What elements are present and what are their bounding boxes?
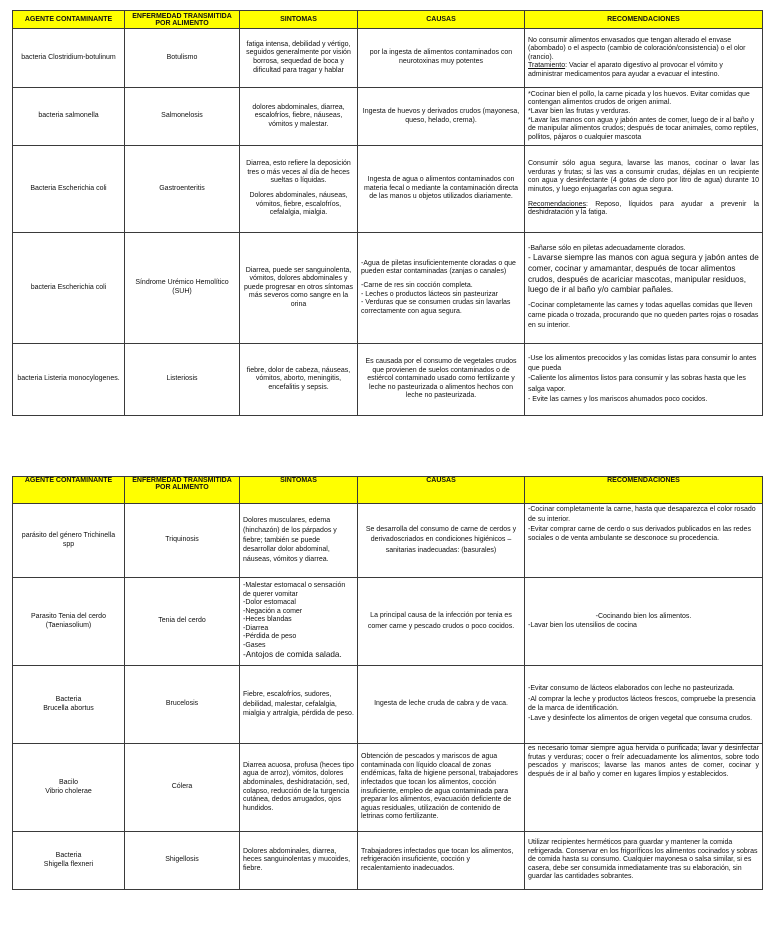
- recommendations-cell: [525, 29, 763, 88]
- recommendations-cell: [525, 504, 763, 578]
- agent-cell: [13, 666, 125, 744]
- recommendations-cell: [525, 344, 763, 416]
- symptoms-text: -Dolor estomacal: [243, 599, 296, 607]
- disease-cell: Cólera: [125, 744, 240, 832]
- table-row: [13, 832, 763, 890]
- symptoms-cell: Diarrea, puede ser sanguinolenta, vómitos, dolores abdominales y puede progresar en otros síntomas más severos como sangre en la orina: [240, 233, 358, 344]
- header-causes: CAUSAS: [358, 11, 525, 29]
- disease-cell: Gastroenteritis: [125, 146, 240, 233]
- causes-cell: Se desarrolla del consumo de carne de cerdos y derivadoscriados en condiciones higiénicos – sanitarias inadecuadas: (basurales): [358, 504, 525, 578]
- recommendation-text: -Cocinando bien los alimentos.: [595, 612, 692, 620]
- causes-cell: Ingesta de agua o alimentos contaminados con materia fecal o mediante la contaminación directa de las manos u objetos utilizados diariamente.: [358, 146, 525, 233]
- symptoms-cell: fiebre, dolor de cabeza, náuseas, vómitos, aborto, meningitis, encefalitis y sepsis.: [240, 344, 358, 416]
- causes-text: - Verduras que se consumen crudas sin lavarlas correctamente con agua segura.: [361, 299, 511, 315]
- agent-cell: bacteria Listeria monocylogenes.: [13, 344, 125, 416]
- header-symptoms: SINTOMAS: [240, 11, 358, 29]
- symptoms-cell: Fiebre, escalofríos, sudores, debilidad, malestar, cefalalgia, mialgia y artralgia, pérdida de peso.: [240, 666, 358, 744]
- recommendations-cell: [525, 666, 763, 744]
- agent-text: Vibrio cholerae: [45, 787, 92, 795]
- recommendation-text: *Cocinar bien el pollo, la carne picada y los huevos. Evitar comidas que contengan alimentos crudos de origen animal.: [528, 90, 750, 107]
- recommendation-text: -Evitar consumo de lácteos elaborados con leche no pasteurizada.: [528, 685, 735, 693]
- disease-cell: Listeriosis: [125, 344, 240, 416]
- symptoms-cell: Dolores abdominales, diarrea, heces sanguinolentas y mucoides, fiebre.: [240, 832, 358, 890]
- recommendation-text: -Al comprar la leche y productos lácteos frescos, compruebe la presencia de la marca de identificación.: [528, 695, 756, 712]
- header-disease: ENFERMEDAD TRANSMITIDA POR ALIMENTO: [125, 477, 240, 504]
- agent-text: Bacilo: [58, 778, 79, 786]
- recommendations-cell: [525, 146, 763, 233]
- table-row: [13, 344, 763, 416]
- causes-cell: Obtención de pescados y mariscos de agua contaminada con líquido cloacal de zonas endémicas, falta de higiene personal, trabajadores infectados que tocan los alimentos, cocción insuficiente, empleo de agua contaminada para preparar los alimentos, evacuación deficiente de aguas residuales, utilización de contenido de letrinas como fertilizante.: [358, 744, 525, 832]
- header-causes: CAUSAS: [358, 477, 525, 504]
- recommendations-cell: Utilizar recipientes herméticos para guardar y mantener la comida refrigerada. Conservar en los frigoríficos los alimentos cocinados y sobras de comida hasta su consumo. Cualquier mayonesa o salsa similar, si es casera, debe ser consumida inmediatamente tras su elaboración, sin guardar las cantidades sobrantes.: [525, 832, 763, 890]
- causes-text: - Leches o productos lácteos sin pasteurizar: [361, 290, 498, 298]
- symptoms-cell: fatiga intensa, debilidad y vértigo, seguidos generalmente por visión borrosa, sequedad de boca y dificultad para tragar y hablar: [240, 29, 358, 88]
- agent-text: Shigella flexneri: [43, 860, 94, 868]
- recommendation-text: No consumir alimentos envasados que tengan alterado el envase (abombado) o el aspecto (cambio de coloración/consistencia) o el olor (rancio).: [528, 36, 746, 61]
- agent-text: Bacteria: [55, 695, 82, 703]
- symptoms-text: -Antojos de comida salada.: [243, 650, 342, 660]
- recommendations-cell: [525, 88, 763, 146]
- recommendation-text: *Lavar las manos con agua y jabón antes de comer, luego de ir al baño y de manipular alimentos crudos; después de tocar animales, como reptiles, pollitos, pájaros o cualquier mascota: [528, 116, 759, 141]
- header-recommendations: RECOMENDACIONES: [525, 11, 763, 29]
- recommendation-text: - Lavarse siempre las manos con agua segura y jabón antes de comer, cocinar y amamantar, después de tocar alimentos crudos, después de acariciar mascotas, manipular residuos, luego de ir al baño y/o cambiar pañales.: [528, 253, 759, 295]
- symptoms-text: -Malestar estomacal o sensación de querer vomitar: [243, 582, 346, 598]
- causes-cell: [358, 233, 525, 344]
- header-recommendations: RECOMENDACIONES: [525, 477, 763, 504]
- table-row: [13, 666, 763, 744]
- causes-text: -Carne de res sin cocción completa.: [361, 281, 473, 289]
- agent-cell: bacteria Clostridium-botulinum: [13, 29, 125, 88]
- recommendation-text: -Lave y desinfecte los alimentos de origen vegetal que consuma crudos.: [528, 715, 753, 723]
- table-row: [13, 744, 763, 832]
- table-row: [13, 504, 763, 578]
- recommendations-cell: [525, 578, 763, 666]
- symptoms-cell: [240, 146, 358, 233]
- food-disease-table-1: [12, 10, 763, 416]
- table-header-row: [13, 477, 763, 504]
- causes-cell: La principal causa de la infección por tenia es comer carne y pescado crudos o poco cocidos.: [358, 578, 525, 666]
- agent-cell: bacteria salmonella: [13, 88, 125, 146]
- causes-cell: Trabajadores infectados que tocan los alimentos, refrigeración insuficiente, cocción y recalentamiento inadecuados.: [358, 832, 525, 890]
- recommendation-text: -Cocinar completamente las carnes y todas aquellas comidas que lleven carne picada o trozada, procurando que no queden partes rojas o rosadas en su interior.: [528, 301, 759, 330]
- agent-cell: [13, 744, 125, 832]
- recommendation-text: Consumir sólo agua segura, lavarse las manos, cocinar o lavar las verduras y frutas; si las vas a consumir crudas, déjalas en un recipiente con agua y desinfectante (4 gotas de cloro por litro de agua) durante 10 minutos, y luego enjuagarlas con agua segura.: [528, 160, 759, 193]
- disease-cell: Síndrome Urémico Hemolítico (SUH): [125, 233, 240, 344]
- agent-cell: Bacteria Escherichia coli: [13, 146, 125, 233]
- causes-cell: por la ingesta de alimentos contaminados con neurotoxinas muy potentes: [358, 29, 525, 88]
- recommendation-text: -Evitar comprar carne de cerdo o sus derivados publicados en las redes sociales o de venta ambulante se desconoce su procedencia.: [528, 525, 751, 543]
- causes-text: -Agua de piletas insuficientemente cloradas o que pueden estar contaminadas (zanjas o canales): [361, 259, 516, 276]
- treatment-label: Tratamiento: [528, 62, 566, 70]
- recommendation-text: -Lavar bien los utensilios de cocina: [528, 621, 637, 629]
- table-row: [13, 146, 763, 233]
- causes-cell: Ingesta de leche cruda de cabra y de vaca.: [358, 666, 525, 744]
- header-agent: AGENTE CONTAMINANTE: [13, 11, 125, 29]
- disease-cell: Tenia del cerdo: [125, 578, 240, 666]
- disease-cell: Salmonelosis: [125, 88, 240, 146]
- agent-cell: bacteria Escherichia coli: [13, 233, 125, 344]
- causes-cell: Ingesta de huevos y derivados crudos (mayonesa, queso, helado, crema).: [358, 88, 525, 146]
- table-row: [13, 88, 763, 146]
- recommendations-cell: [525, 233, 763, 344]
- header-agent: AGENTE CONTAMINANTE: [13, 477, 125, 504]
- agent-cell: [13, 832, 125, 890]
- table-row: [13, 233, 763, 344]
- symptoms-cell: dolores abdominales, diarrea, escalofríos, fiebre, náuseas, vómitos y malestar.: [240, 88, 358, 146]
- recommendation-text: - Evite las carnes y los mariscos ahumados poco cocidos.: [528, 395, 708, 403]
- disease-cell: Brucelosis: [125, 666, 240, 744]
- table-header-row: [13, 11, 763, 29]
- symptoms-text: -Diarrea: [243, 624, 269, 632]
- recommendation-text: -Caliente los alimentos listos para consumir y las sobras hasta que les salga vapor.: [528, 375, 746, 393]
- disease-cell: Triquinosis: [125, 504, 240, 578]
- symptoms-text: Diarrea, esto refiere la deposición tres o más veces al día de heces sueltas o líquidas.: [246, 160, 351, 185]
- agent-cell: parásito del género Trichinella spp: [13, 504, 125, 578]
- header-symptoms: SINTOMAS: [240, 477, 358, 504]
- symptoms-cell: Dolores musculares, edema (hinchazón) de los párpados y fiebre; también se puede desarrollar dolor abdominal, náuseas, vómitos y diarrea.: [240, 504, 358, 578]
- food-disease-table-2: [12, 476, 763, 890]
- agent-text: Brucella abortus: [43, 704, 94, 712]
- symptoms-text: -Heces blandas: [243, 616, 292, 624]
- header-disease: ENFERMEDAD TRANSMITIDA POR ALIMENTO: [125, 11, 240, 29]
- agent-text: Bacteria: [55, 851, 82, 859]
- table-row: [13, 578, 763, 666]
- agent-cell: Parasito Tenia del cerdo (Taeniasolium): [13, 578, 125, 666]
- symptoms-text: -Negación a comer: [243, 607, 303, 615]
- recommendation-text: -Use los alimentos precocidos y las comidas listas para consumir lo antes que pueda: [528, 355, 757, 373]
- recommendation-text: : Reposo, líquidos para ayudar a prevenir la deshidratación y la fatiga.: [528, 200, 759, 217]
- recommendation-text: -Cocinar completamente la carne, hasta que desaparezca el color rosado de su interior.: [528, 506, 756, 523]
- symptoms-text: Dolores abdominales, náuseas, vómitos, fiebre, escalofríos, cefalalgia, mialgia.: [249, 192, 348, 217]
- symptoms-cell: [240, 578, 358, 666]
- recommendation-text: *Lavar bien las frutas y verduras.: [528, 107, 631, 115]
- causes-cell: Es causada por el consumo de vegetales crudos que provienen de suelos contaminados o de estiércol contaminado usado como fertilizante y leche no pasteurizada o alimentos hechos con leche no pasteurizada.: [358, 344, 525, 416]
- disease-cell: Botulismo: [125, 29, 240, 88]
- disease-cell: Shigellosis: [125, 832, 240, 890]
- recommendation-text: -Bañarse sólo en piletas adecuadamente clorados.: [528, 244, 686, 252]
- symptoms-text: -Gases: [243, 641, 266, 649]
- recommendation-text: : Vaciar el aparato digestivo al provocar el vómito y administrar medicamentos para ayudar a evacuar el intestino.: [528, 62, 723, 78]
- symptoms-cell: Diarrea acuosa, profusa (heces tipo agua de arroz), vómitos, dolores abdominales, deshidratación, sed, colapso, reducción de la turgencia cutánea, dedos arrugados, ojos hundidos.: [240, 744, 358, 832]
- recommendations-label: Recomendaciones: [528, 200, 586, 208]
- symptoms-text: -Pérdida de peso: [243, 633, 297, 641]
- recommendations-cell: es necesario tomar siempre agua hervida o purificada; lavar y desinfectar frutas y verduras; cocer o freír adecuadamente los alimentos, sobre todo pescados y mariscos; lavarse las manos antes de comer, cocinar y después de ir al baño y comer en lugares limpios y establecidos.: [525, 744, 763, 832]
- table-row: [13, 29, 763, 88]
